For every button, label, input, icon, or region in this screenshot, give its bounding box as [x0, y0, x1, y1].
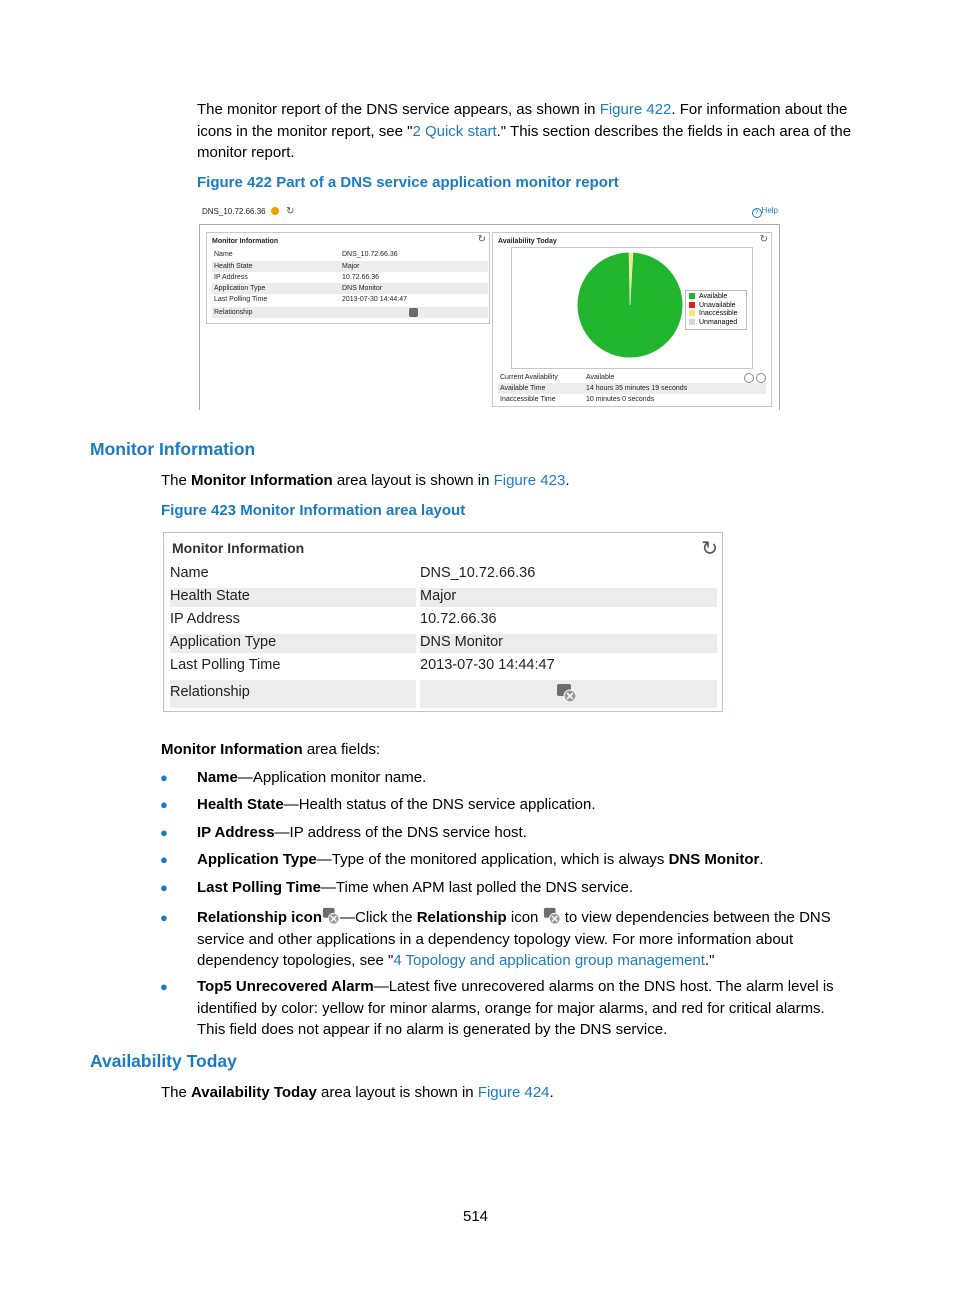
- heading-availability-today: Availability Today: [90, 1051, 237, 1071]
- refresh-icon[interactable]: ↻: [759, 234, 768, 245]
- figure-423-link[interactable]: Figure 423: [493, 472, 566, 489]
- figure-422-link[interactable]: Figure 422: [599, 101, 672, 118]
- topology-link[interactable]: 4 Topology and application group management: [393, 952, 705, 969]
- intro-line-1: The monitor report of the DNS service appears, as shown in Figure 422. For information about the: [197, 101, 848, 118]
- row-health-state: Health State Major: [168, 586, 719, 607]
- fields-intro: Monitor Information area fields:: [161, 741, 381, 758]
- pie-chart-box: [511, 247, 753, 369]
- relationship-icon: [543, 907, 561, 925]
- bullet-icon: ●: [160, 910, 168, 925]
- mini-row-health: Health State Major: [212, 261, 488, 272]
- page-number: 514: [463, 1208, 489, 1225]
- legend-inaccessible: Inaccessible: [689, 310, 743, 319]
- intro-paragraph: [197, 99, 877, 164]
- mini-row-inaccessible-time: Inaccessible Time 10 minutes 0 seconds: [500, 396, 655, 403]
- figure-423-caption: Figure 423 Monitor Information area layout: [161, 502, 466, 519]
- intro-line-2: icons in the monitor report, see "2 Quick start." This section describes the fields in each area of the: [197, 122, 852, 140]
- row-relationship: Relationship: [168, 678, 719, 708]
- relationship-icon[interactable]: [556, 683, 578, 703]
- mini-availability-panel: [492, 232, 772, 407]
- legend-swatch-inaccessible: [689, 310, 695, 316]
- heading-monitor-information: Monitor Information: [90, 439, 256, 459]
- bullet-icon: ●: [160, 825, 168, 840]
- mini-row-polling: Last Polling Time 2013-07-30 14:44:47: [214, 296, 407, 303]
- mini-row-ip: IP Address 10.72.66.36: [214, 274, 379, 281]
- relationship-icon[interactable]: [409, 308, 418, 317]
- app-name: DNS_10.72.66.36: [202, 207, 266, 216]
- bullet-icon: ●: [160, 979, 168, 994]
- monitor-info-intro: The Monitor Information area layout is shown in Figure 423.: [161, 472, 570, 489]
- report-frame: [199, 224, 780, 410]
- app-title-bar: [202, 206, 294, 217]
- figure-422: [198, 200, 780, 410]
- refresh-icon[interactable]: ↻: [701, 538, 718, 560]
- figure-422-caption: Figure 422 Part of a DNS service application monitor report: [197, 174, 619, 191]
- mini-row-current-availability: Current Availability Available: [498, 372, 766, 383]
- quick-start-link[interactable]: 2 Quick start: [412, 122, 497, 140]
- bullet-icon: ●: [160, 770, 168, 785]
- mini-row-type: Application Type DNS Monitor: [212, 283, 488, 294]
- figure-424-link[interactable]: Figure 424: [477, 1084, 550, 1101]
- mini-monitor-info-title: Monitor Information: [212, 238, 279, 245]
- pie-legend: [685, 290, 747, 330]
- row-last-polling-time: Last Polling Time 2013-07-30 14:44:47: [170, 657, 555, 673]
- row-ip-address: IP Address 10.72.66.36: [170, 611, 497, 627]
- mini-row-relationship: Relationship: [212, 307, 488, 318]
- mini-row-available-time: Available Time 14 hours 35 minutes 19 seconds: [498, 383, 766, 394]
- alarm-icon[interactable]: [756, 373, 766, 383]
- alarm-icon[interactable]: [744, 373, 754, 383]
- legend-available: Available: [689, 293, 743, 302]
- bullet-icon: ●: [160, 880, 168, 895]
- legend-unavailable: Unavailable: [689, 302, 743, 311]
- row-application-type: Application Type DNS Monitor: [168, 632, 719, 653]
- legend-swatch-unmanaged: [689, 319, 695, 325]
- legend-swatch-available: [689, 293, 695, 299]
- legend-unmanaged: Unmanaged: [689, 319, 743, 328]
- mini-availability-title: Availability Today: [498, 238, 557, 245]
- monitor-info-title: Monitor Information: [172, 540, 305, 556]
- figure-423-monitor-info: [163, 532, 723, 712]
- refresh-icon[interactable]: ↻: [286, 206, 295, 217]
- refresh-icon[interactable]: ↻: [477, 234, 486, 245]
- mini-monitor-info-panel: [206, 232, 490, 324]
- bullet-icon: ●: [160, 797, 168, 812]
- relationship-icon: [322, 907, 340, 925]
- help-icon: ?: [752, 208, 762, 218]
- status-icon: [271, 207, 279, 215]
- row-name: Name DNS_10.72.66.36: [170, 565, 536, 581]
- bullet-icon: ●: [160, 852, 168, 867]
- help-link[interactable]: ? Help: [752, 206, 778, 218]
- availability-intro: The Availability Today area layout is shown in Figure 424.: [161, 1084, 554, 1101]
- legend-swatch-unavailable: [689, 302, 695, 308]
- intro-line-3: monitor report.: [197, 144, 295, 161]
- mini-row-name: Name DNS_10.72.66.36: [214, 251, 398, 258]
